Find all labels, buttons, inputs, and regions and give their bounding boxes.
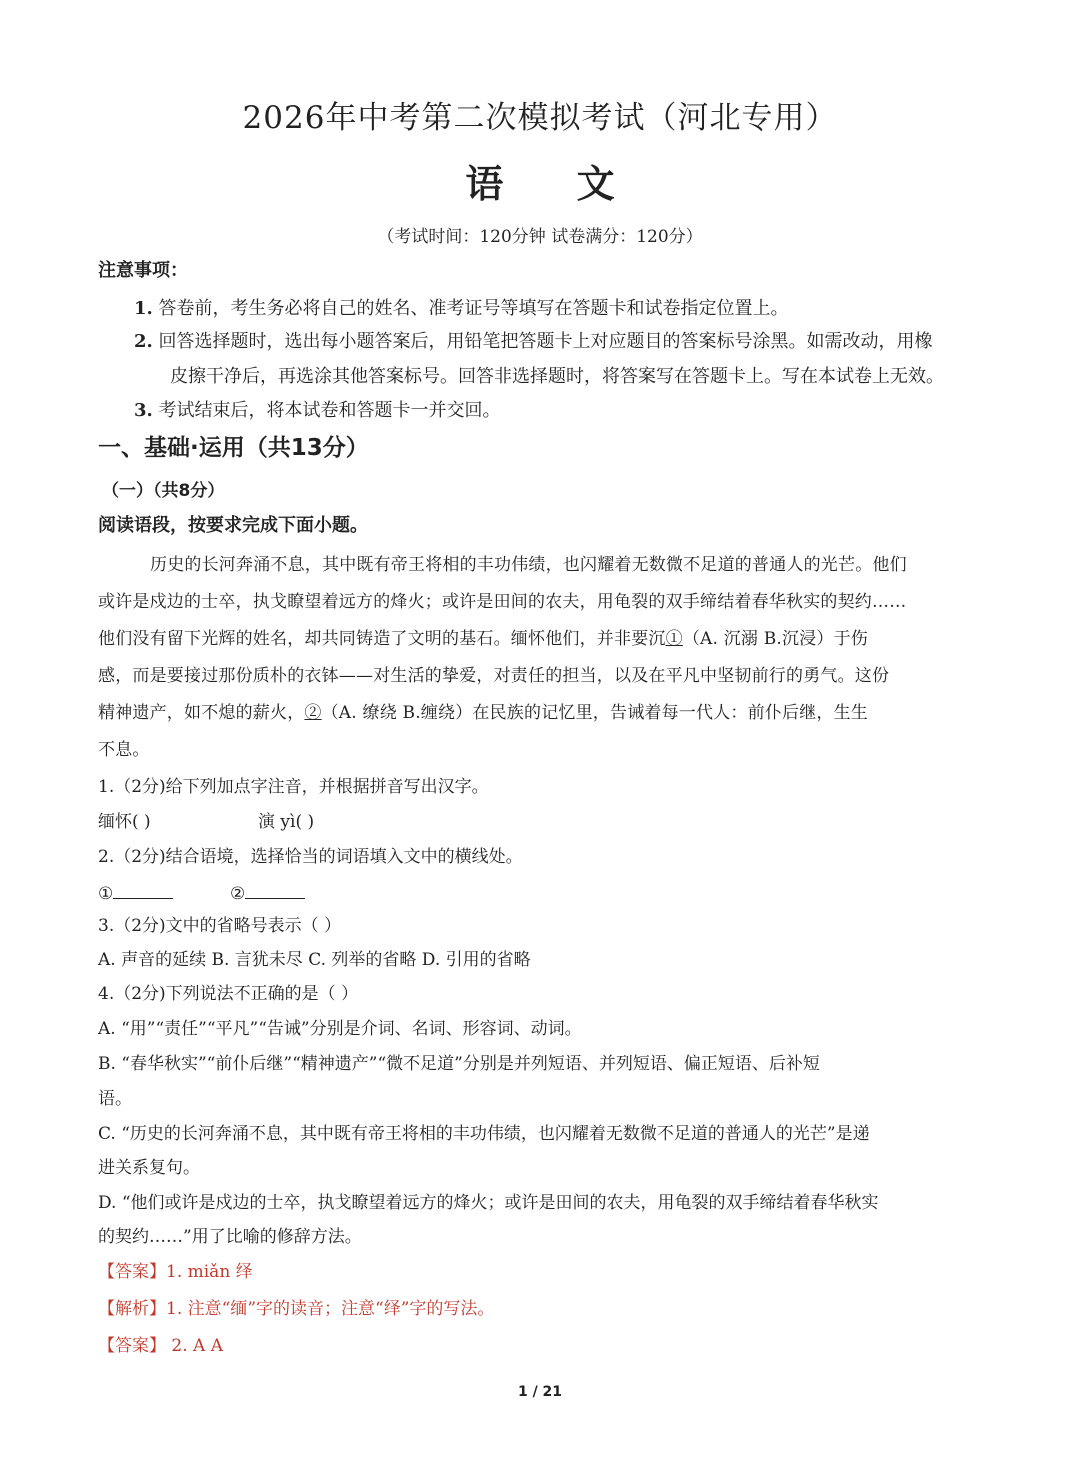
passage-line	[98, 631, 868, 648]
question-1-item-a: 缅怀( )	[98, 812, 151, 832]
question-4-option-b: B. “春华秋实”“前仆后继”“精神遗产”“微不足道”分别是并列短语、并列短语、偏正短语、后补短	[98, 1054, 820, 1074]
note-text: 考试结束后，将本试卷和答题卡一并交回。	[158, 400, 501, 421]
reading-instruction: 阅读语段，按要求完成下面小题。	[98, 515, 368, 536]
exam-info: （考试时间：120分钟 试卷满分：120分）	[377, 227, 703, 247]
passage-text: （A. 缭绕 B.缠绕）在民族的记忆里，告诫着每一代人：前仆后继，生生	[321, 703, 868, 723]
note-item	[134, 333, 933, 351]
subsection-title: （一）（共8分）	[102, 481, 225, 501]
section-title: 一、基础·运用（共13分）	[98, 435, 369, 461]
passage-text: （A. 沉溺 B.沉浸）于伤	[682, 629, 868, 649]
note-number: 3.	[134, 400, 153, 421]
passage-text: 精神遗产，如不熄的薪火，	[98, 703, 305, 723]
exam-title: 2026年中考第二次模拟考试（河北专用）	[242, 100, 838, 136]
question-4-option-d: D. “他们或许是戍边的士卒，执戈瞭望着远方的烽火；或许是田间的农夫，用龟裂的双手缔结着春华秋实	[98, 1193, 879, 1213]
note-item	[134, 300, 789, 318]
answer-line: 【答案】 2. A A	[98, 1336, 223, 1356]
question-4-option-c-cont: 进关系复句。	[98, 1158, 200, 1178]
blank-marker-1: ①	[665, 629, 683, 649]
passage-line: 不息。	[98, 740, 150, 760]
analysis-line: 【解析】1. 注意“缅”字的读音；注意“绎”字的写法。	[98, 1299, 495, 1319]
passage-line: 历史的长河奔涌不息，其中既有帝王将相的丰功伟绩，也闪耀着无数微不足道的普通人的光芒。他们	[150, 555, 907, 575]
question-1: 1.（2分)给下列加点字注音，并根据拼音写出汉字。	[98, 777, 489, 797]
blank-label: ②	[230, 884, 246, 904]
question-4-option-a: A. “用”“责任”“平凡”“告诫”分别是介词、名词、形容词、动词。	[98, 1019, 582, 1039]
question-4: 4.（2分)下列说法不正确的是（ ）	[98, 984, 359, 1004]
question-2-blank-2	[230, 884, 305, 903]
passage-line: 感，而是要接过那份质朴的衣钵——对生活的挚爱，对责任的担当，以及在平凡中坚韧前行的勇气。这份	[98, 666, 890, 686]
note-number: 1.	[134, 298, 153, 319]
answer-blank	[245, 884, 305, 899]
passage-line	[98, 705, 868, 722]
passage-line: 或许是戍边的士卒，执戈瞭望着远方的烽火；或许是田间的农夫，用龟裂的双手缔结着春华秋实的契约……	[98, 592, 907, 612]
question-3: 3.（2分)文中的省略号表示（ ）	[98, 916, 342, 936]
note-item	[134, 402, 501, 420]
answer-line: 【答案】1. miǎn 绎	[98, 1262, 253, 1282]
question-2: 2.（2分)结合语境，选择恰当的词语填入文中的横线处。	[98, 847, 523, 867]
subject-title: 语 文	[465, 161, 645, 206]
question-2-blank-1	[98, 884, 173, 903]
note-number: 2.	[134, 331, 153, 352]
note-text-continued: 皮擦干净后，再选涂其他答案标号。回答非选择题时，将答案写在答题卡上。写在本试卷上无效。	[170, 366, 944, 387]
notes-heading: 注意事项：	[98, 260, 188, 281]
question-1-item-b: 演 yì( )	[258, 812, 315, 832]
question-3-options: A. 声音的延续 B. 言犹未尽 C. 列举的省略 D. 引用的省略	[98, 950, 531, 970]
note-text: 答卷前，考生务必将自己的姓名、准考证号等填写在答题卡和试卷指定位置上。	[158, 298, 789, 319]
note-text: 回答选择题时，选出每小题答案后，用铅笔把答题卡上对应题目的答案标号涂黑。如需改动，用橡	[158, 331, 933, 352]
blank-label: ①	[98, 884, 114, 904]
question-4-option-d-cont: 的契约……”用了比喻的修辞方法。	[98, 1227, 362, 1247]
blank-marker-2: ②	[304, 703, 322, 723]
page-number: 1 / 21	[517, 1384, 563, 1400]
question-4-option-b-cont: 语。	[98, 1089, 132, 1109]
passage-text: 他们没有留下光辉的姓名，却共同铸造了文明的基石。缅怀他们，并非要沉	[98, 629, 666, 649]
answer-blank	[113, 884, 173, 899]
question-4-option-c: C. “历史的长河奔涌不息，其中既有帝王将相的丰功伟绩，也闪耀着无数微不足道的普通人的光芒”是递	[98, 1124, 870, 1144]
